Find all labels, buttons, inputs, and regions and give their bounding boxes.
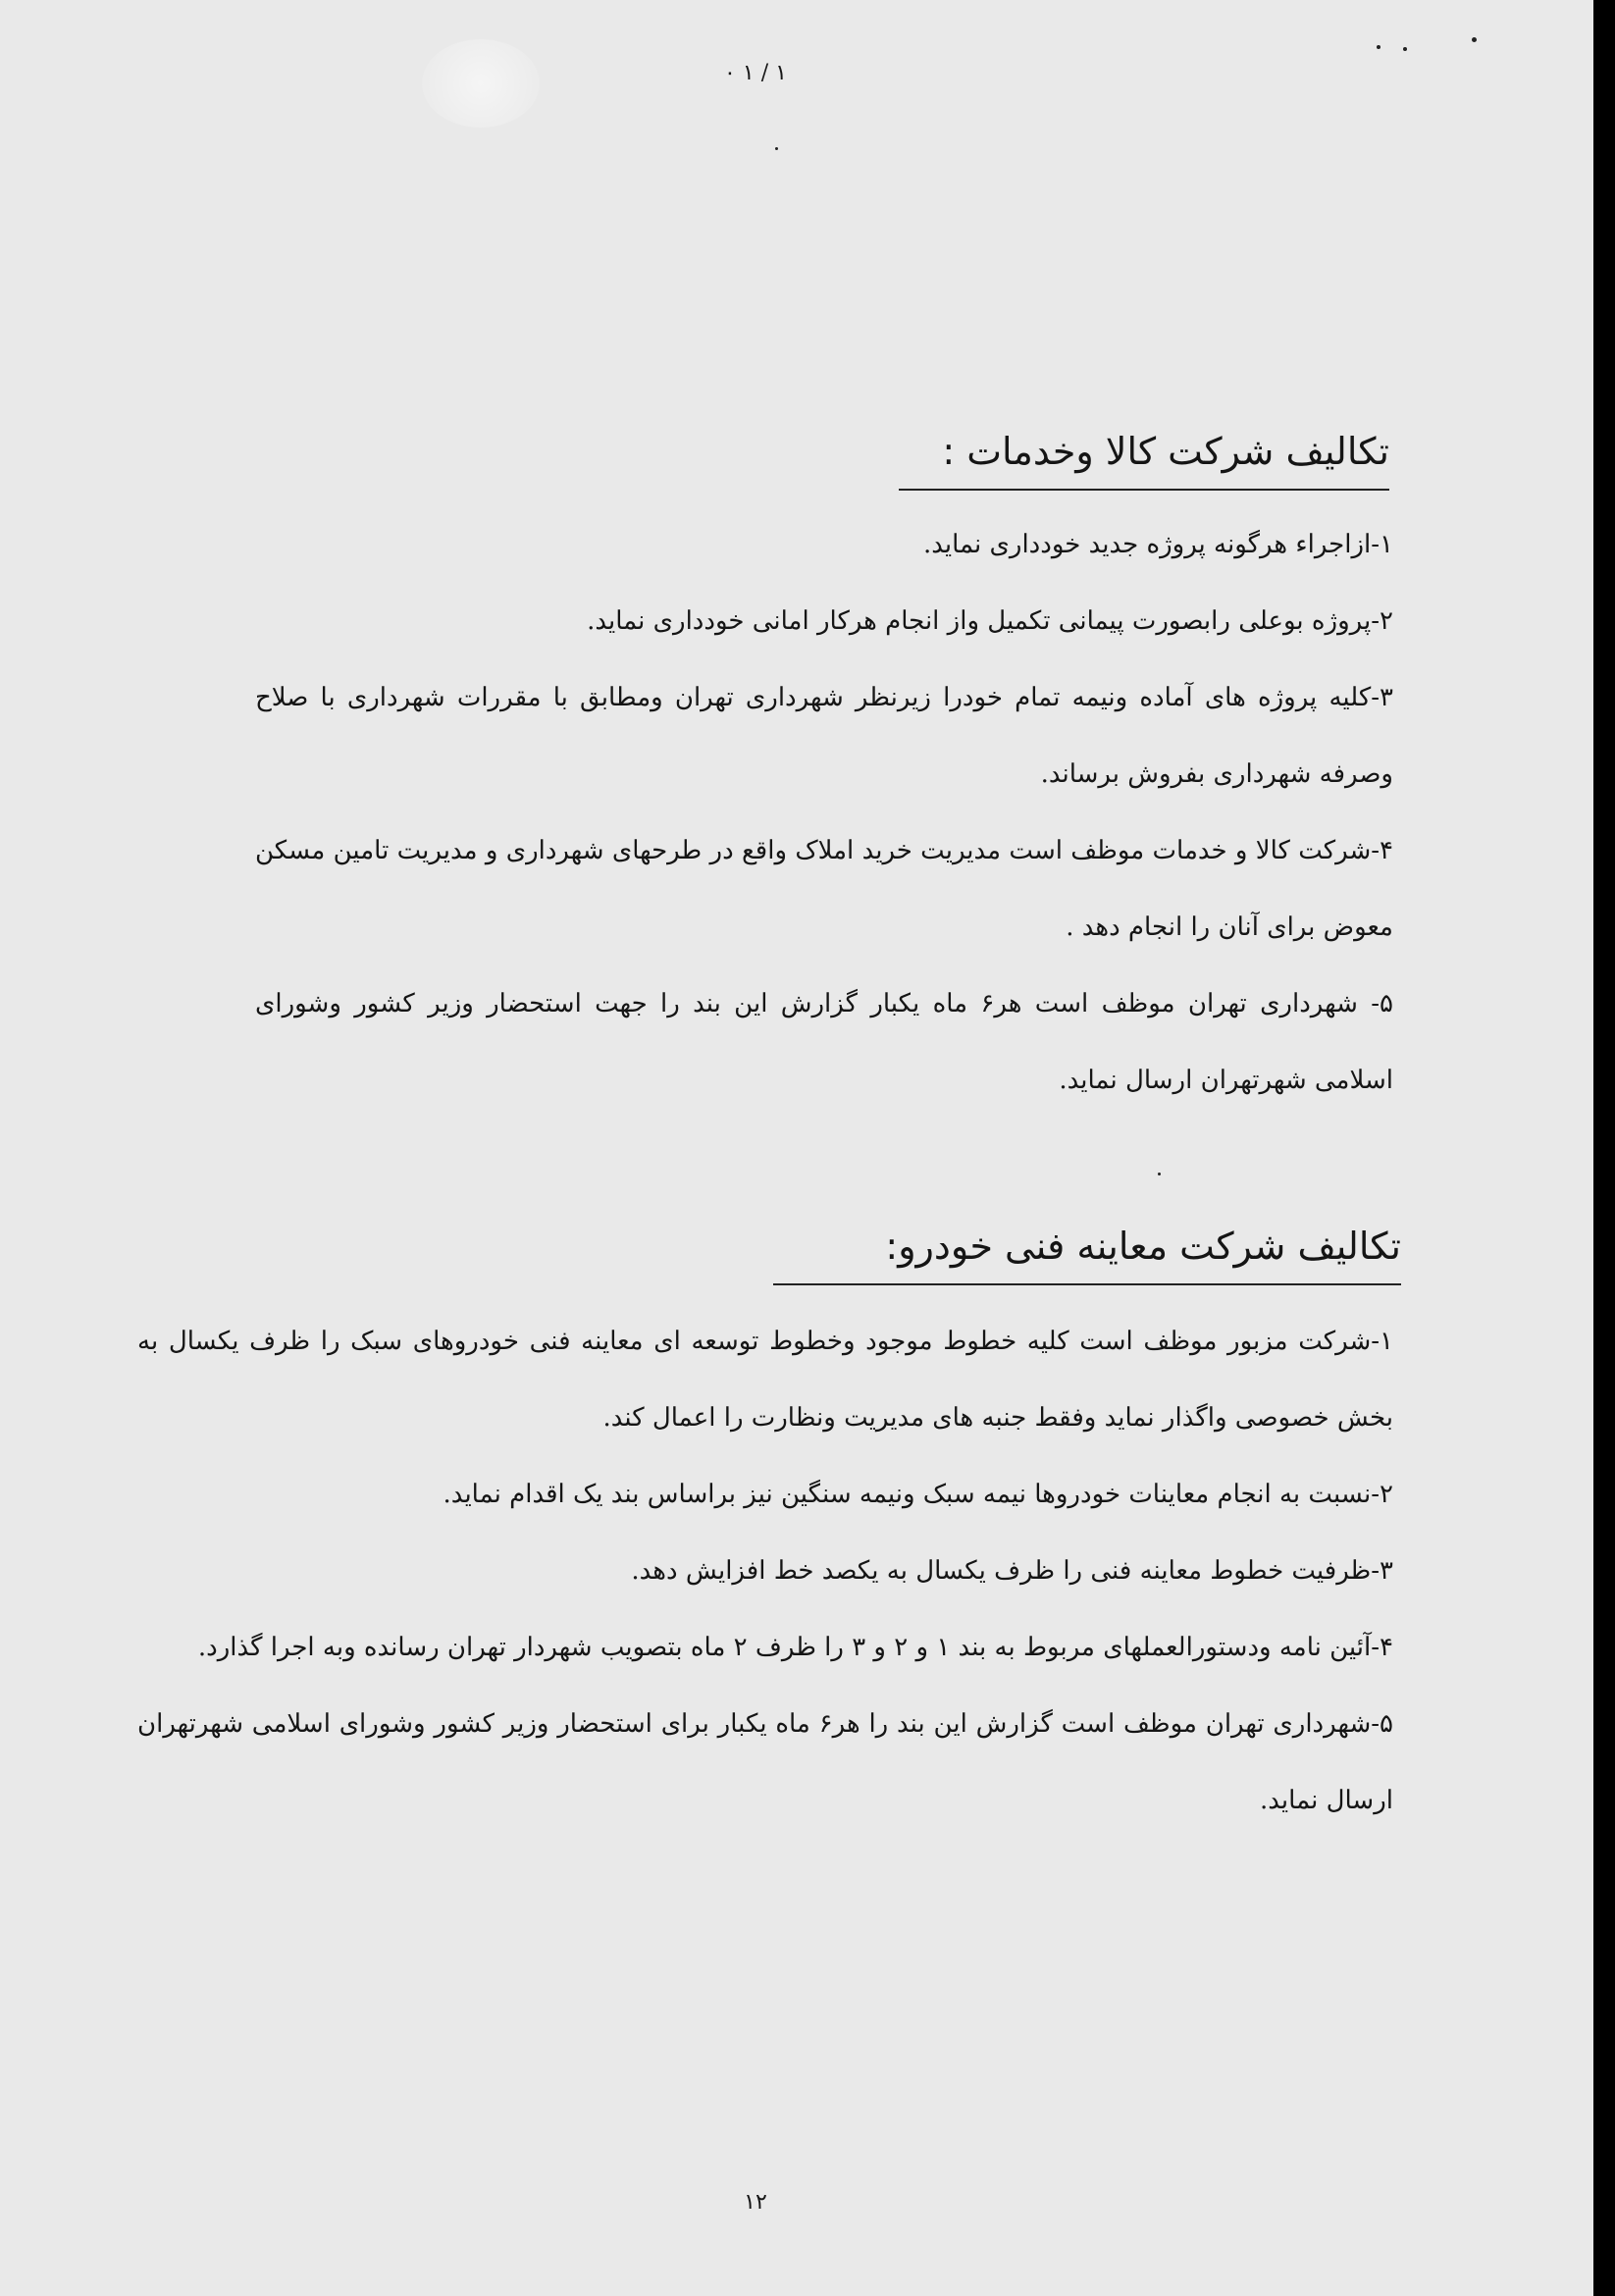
list-item: ۳-ظرفیت خطوط معاینه فنی را ظرف یکسال به یکصد خط افزایش دهد. <box>631 1556 1393 1586</box>
list-item: ۲-پروژه بوعلی رابصورت پیمانی تکمیل واز انجام هرکار امانی خودداری نماید. <box>587 606 1393 636</box>
list-item: ۵- شهرداری تهران موظف است هر۶ ماه یکبار گزارش این بند را جهت استحضار وزیر کشور وشورای اسلامی شهرتهران ارسال نماید. <box>255 989 1393 1095</box>
scan-smudge <box>422 39 540 128</box>
list-item: ۴-آئین نامه ودستورالعملهای مربوط به بند ۱ و ۲ و ۳ را ظرف ۲ ماه بتصویب شهردار تهران رسانده وبه اجرا گذارد. <box>197 1633 1393 1662</box>
item-list <box>255 506 1393 1119</box>
list-item: ۲-نسبت به انجام معاینات خودروها نیمه سبک ونیمه سنگین نیز براساس بند یک اقدام نماید. <box>443 1480 1393 1509</box>
page-number: ۱۲ <box>744 2190 767 2215</box>
section-moayene-fani <box>137 1217 1401 1839</box>
list-item: ۱-ازاجراء هرگونه پروژه جدید خودداری نماید. <box>922 530 1393 559</box>
section-title-block <box>773 1217 1401 1285</box>
scan-border <box>1593 0 1615 2296</box>
scan-speck <box>775 147 778 150</box>
header-marks: ۱ / ۱ ۰ <box>724 61 787 85</box>
section-kala-khadamat <box>255 422 1393 1119</box>
section-title-block <box>899 422 1389 491</box>
title-underline <box>773 1283 1401 1285</box>
scan-speck <box>1403 47 1407 51</box>
list-item: ۳-کلیه پروژه های آماده ونیمه تمام خودرا زیرنظر شهرداری تهران ومطابق با مقررات شهرداری با صلاح وصرفه شهرداری بفروش برساند. <box>255 683 1393 789</box>
scan-speck <box>1472 37 1477 42</box>
item-list <box>137 1303 1393 1839</box>
title-underline <box>899 489 1389 491</box>
scan-speck <box>1158 1173 1161 1175</box>
section-title: تکالیف شرکت معاینه فنی خودرو: <box>885 1225 1401 1268</box>
scan-speck <box>1377 45 1381 49</box>
list-item: ۴-شرکت کالا و خدمات موظف است مدیریت خرید املاک واقع در طرحهای شهرداری و مدیریت تامین مسکن معوض برای آنان را انجام دهد . <box>255 836 1393 942</box>
list-item: ۱-شرکت مزبور موظف است کلیه خطوط موجود وخطوط توسعه ای معاینه فنی خودروهای سبک را ظرف یکسال به بخش خصوصی واگذار نماید وفقط جنبه های مدیریت ونظارت را اعمال کند. <box>137 1327 1393 1433</box>
list-item: ۵-شهرداری تهران موظف است گزارش این بند را هر۶ ماه یکبار برای استحضار وزیر کشور وشورای اسلامی شهرتهران ارسال نماید. <box>137 1709 1393 1815</box>
section-title: تکالیف شرکت کالا وخدمات : <box>942 430 1389 473</box>
